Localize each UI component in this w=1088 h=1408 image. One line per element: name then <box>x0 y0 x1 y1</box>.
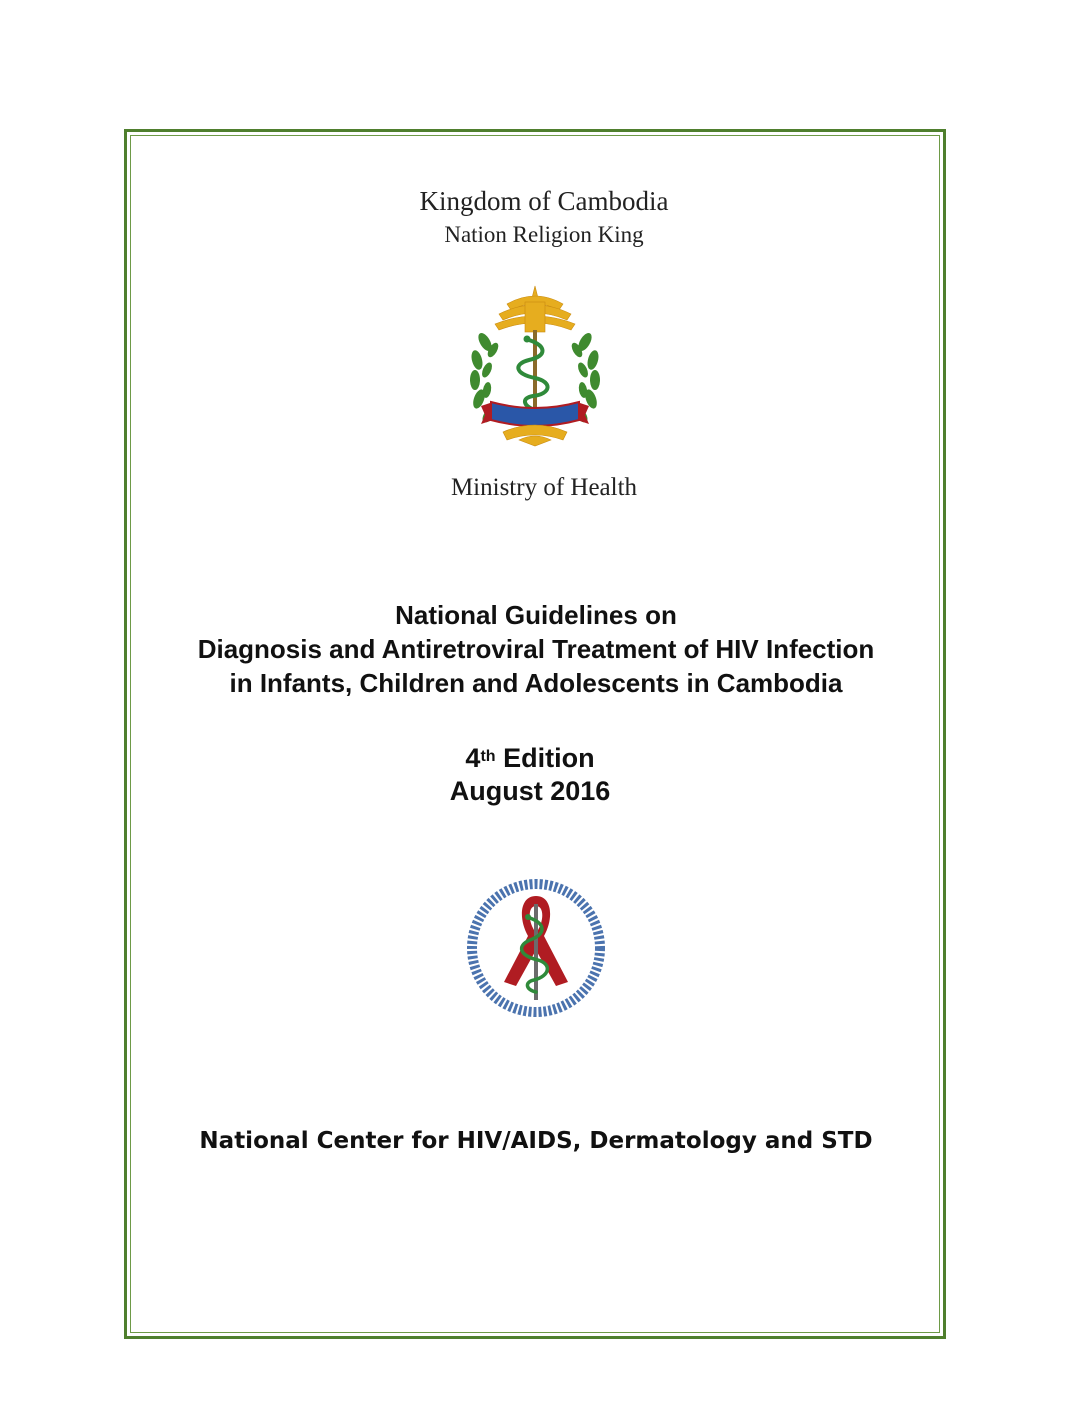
edition-suffix: th <box>480 748 496 765</box>
edition-line <box>0 742 1066 775</box>
title-line-1: National Guidelines on <box>395 600 677 630</box>
ministry-of-health-emblem-icon <box>463 282 607 448</box>
edition-word: Edition <box>503 743 595 773</box>
title-line-3: in Infants, Children and Adolescents in Cambodia <box>229 668 843 698</box>
publisher-name: National Center for HIV/AIDS, Dermatology and STD <box>199 1128 873 1154</box>
document-title <box>0 598 1072 700</box>
nchads-red-ribbon-logo-icon <box>456 874 616 1022</box>
ministry-name: Ministry of Health <box>450 474 638 501</box>
edition-number: 4 <box>465 743 481 773</box>
publication-date: August 2016 <box>449 776 611 806</box>
country-name: Kingdom of Cambodia <box>419 186 669 216</box>
title-line-2: Diagnosis and Antiretroviral Treatment of HIV Infection <box>197 634 875 664</box>
national-motto: Nation Religion King <box>444 222 644 247</box>
edition-block <box>0 742 1066 808</box>
